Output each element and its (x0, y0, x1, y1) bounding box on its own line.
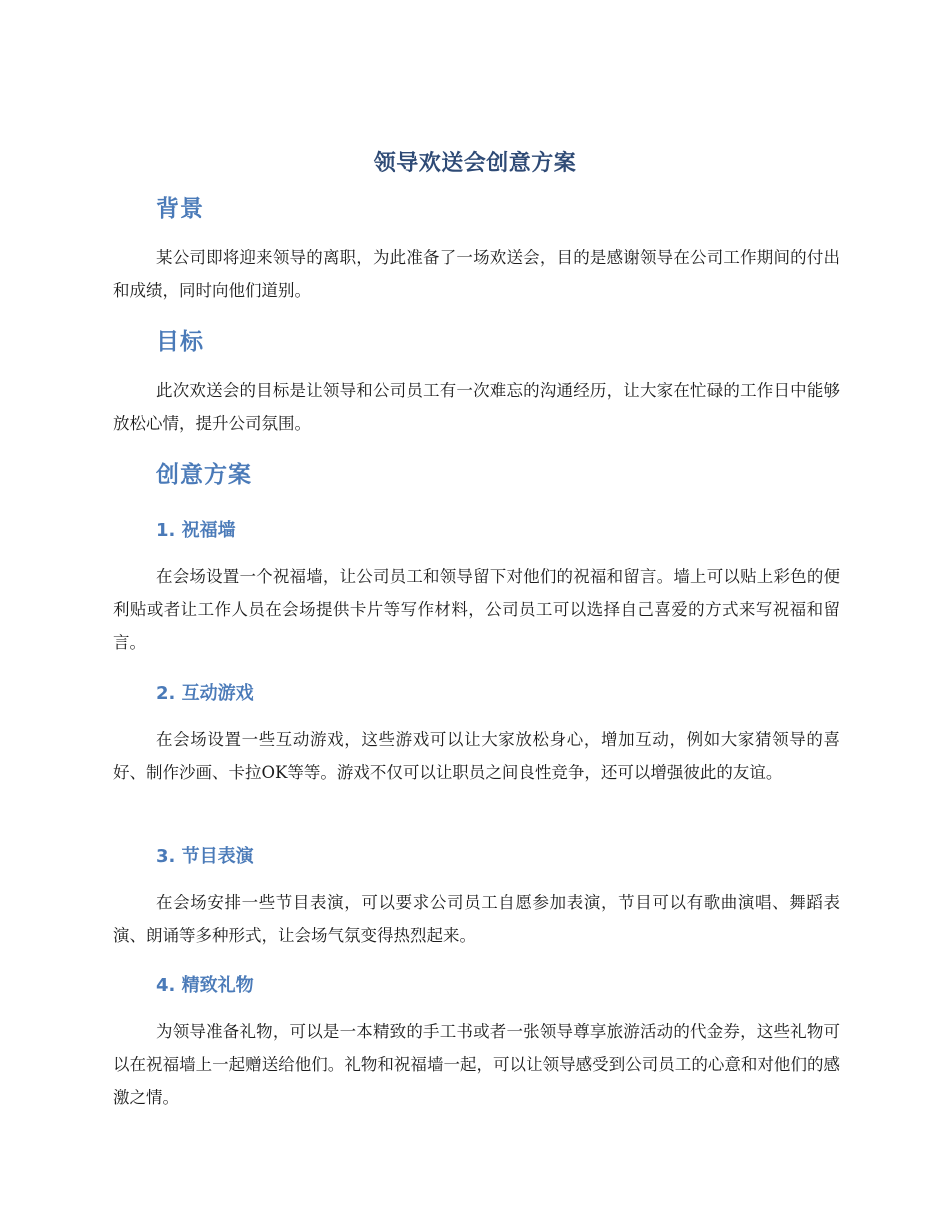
subsection-paragraph-performances: 在会场安排一些节目表演，可以要求公司员工自愿参加表演，节目可以有歌曲演唱、舞蹈表演、朗诵等多种形式，让会场气氛变得热烈起来。 (113, 893, 840, 945)
subsection-heading-blessing-wall: 1. 祝福墙 (156, 520, 236, 541)
section-heading-background: 背景 (156, 196, 204, 222)
section-paragraph-background: 某公司即将迎来领导的离职，为此准备了一场欢送会，目的是感谢领导在公司工作期间的付出和成绩，同时向他们道别。 (113, 248, 840, 300)
subsection-heading-performances: 3. 节目表演 (156, 846, 254, 867)
section-heading-creative-plan: 创意方案 (156, 462, 252, 488)
subsection-paragraph-interactive-games: 在会场设置一些互动游戏，这些游戏可以让大家放松身心，增加互动，例如大家猜领导的喜好、制作沙画、卡拉OK等等。游戏不仅可以让职员之间良性竞争，还可以增强彼此的友谊。 (113, 730, 840, 782)
document-title: 领导欢送会创意方案 (373, 151, 577, 176)
subsection-paragraph-exquisite-gifts: 为领导准备礼物，可以是一本精致的手工书或者一张领导尊享旅游活动的代金券，这些礼物可以在祝福墙上一起赠送给他们。礼物和祝福墙一起，可以让领导感受到公司员工的心意和对他们的感激之情。 (113, 1022, 840, 1107)
subsection-paragraph-blessing-wall: 在会场设置一个祝福墙，让公司员工和领导留下对他们的祝福和留言。墙上可以贴上彩色的便利贴或者让工作人员在会场提供卡片等写作材料，公司员工可以选择自己喜爱的方式来写祝福和留言。 (113, 567, 840, 652)
subsection-heading-interactive-games: 2. 互动游戏 (156, 683, 254, 704)
subsection-heading-exquisite-gifts: 4. 精致礼物 (156, 975, 254, 996)
section-heading-goal: 目标 (156, 329, 204, 355)
section-paragraph-goal: 此次欢送会的目标是让领导和公司员工有一次难忘的沟通经历，让大家在忙碌的工作日中能够放松心情，提升公司氛围。 (113, 381, 840, 433)
